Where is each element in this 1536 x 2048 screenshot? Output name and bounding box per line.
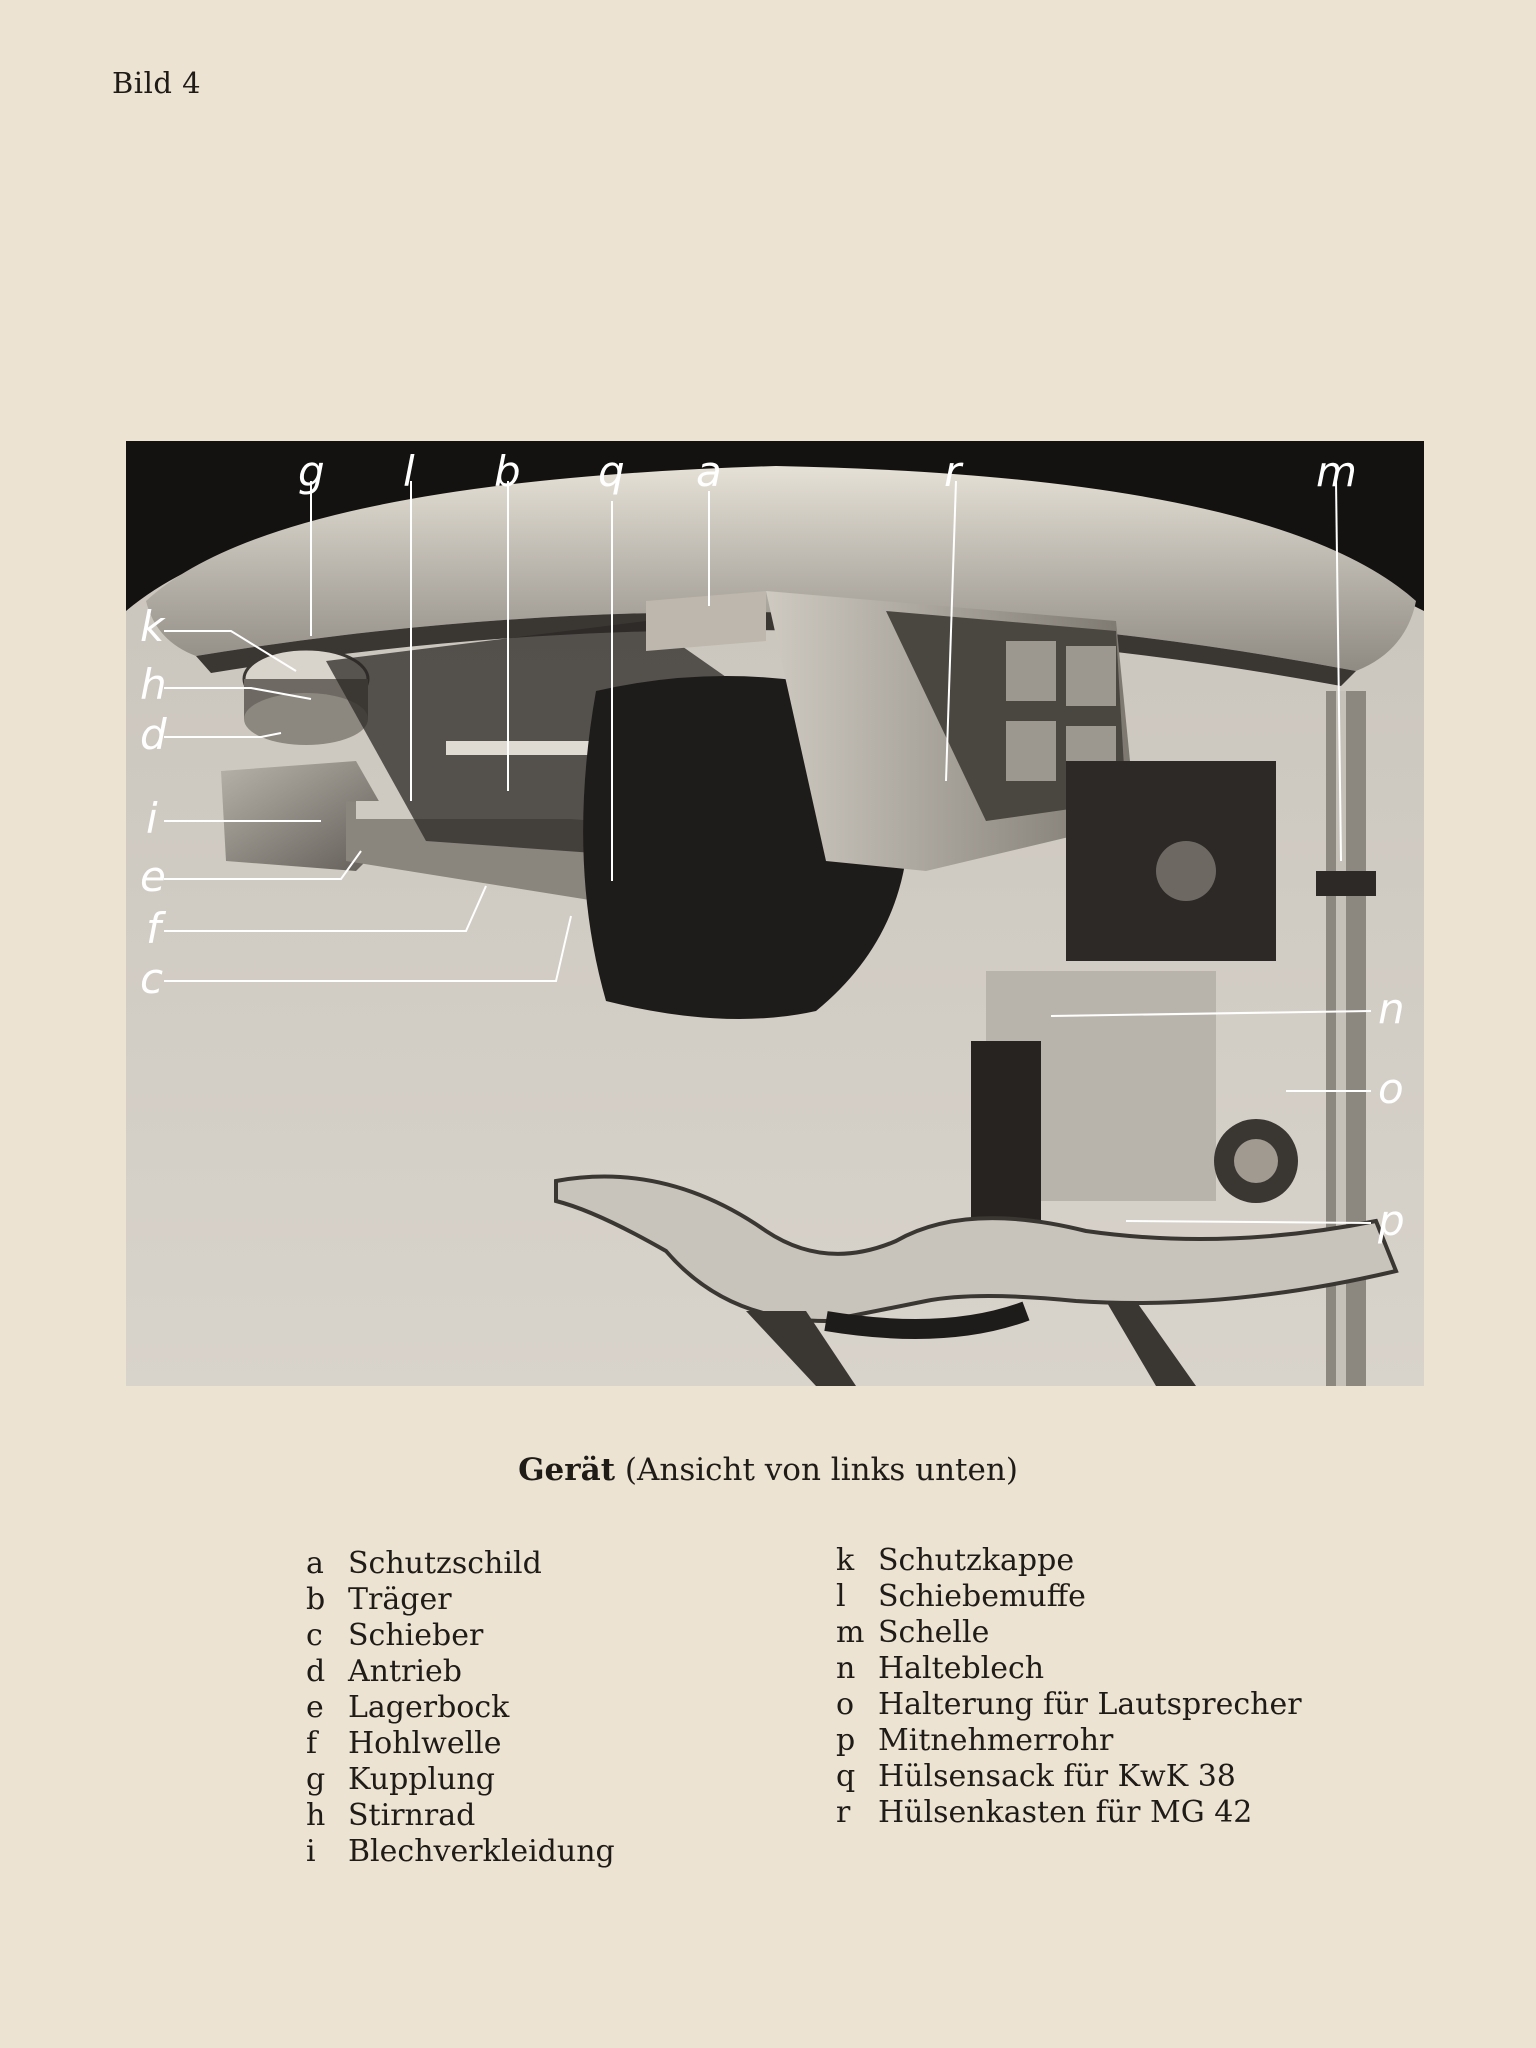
figure-caption [0, 1452, 1536, 1488]
legend-key: l [836, 1579, 846, 1614]
legend-item [306, 1654, 615, 1690]
callout-l: l [403, 447, 415, 496]
legend-key: c [306, 1618, 323, 1653]
legend-key: f [306, 1726, 318, 1761]
legend-key: h [306, 1798, 326, 1833]
legend-right-column [836, 1543, 1302, 1831]
legend-label: Blechverkleidung [348, 1834, 615, 1869]
legend-item [836, 1651, 1302, 1687]
legend-label: Hülsensack für KwK 38 [878, 1759, 1236, 1794]
legend-label: Kupplung [348, 1762, 495, 1797]
legend-key: b [306, 1582, 326, 1617]
callout-n: n [1378, 984, 1405, 1033]
caption-title: Gerät [518, 1452, 616, 1488]
legend-item [306, 1798, 615, 1834]
legend-key: a [306, 1546, 324, 1581]
legend-item [836, 1795, 1302, 1831]
legend-item [306, 1726, 615, 1762]
turret-mechanism-photo-icon [126, 441, 1424, 1386]
callout-a: a [696, 447, 722, 496]
legend-item [306, 1546, 615, 1582]
legend-label: Lagerbock [348, 1690, 510, 1725]
legend-item [836, 1723, 1302, 1759]
legend-key: e [306, 1690, 324, 1725]
legend-label: Stirnrad [348, 1798, 476, 1833]
legend-label: Schiebemuffe [878, 1579, 1086, 1614]
legend-label: Hohlwelle [348, 1726, 502, 1761]
legend-key: n [836, 1651, 856, 1686]
legend-item [836, 1543, 1302, 1579]
legend-label: Mitnehmerrohr [878, 1723, 1114, 1758]
callout-o: o [1378, 1064, 1404, 1113]
legend-item [306, 1762, 615, 1798]
legend-item [306, 1618, 615, 1654]
callout-i: i [146, 794, 158, 843]
legend-item [836, 1579, 1302, 1615]
legend-label: Schelle [878, 1615, 990, 1650]
callout-g: g [298, 447, 325, 496]
legend-key: d [306, 1654, 326, 1689]
legend-key: i [306, 1834, 316, 1869]
callout-d: d [140, 710, 167, 759]
legend-label: Träger [348, 1582, 452, 1617]
legend-item [306, 1834, 615, 1870]
legend-item [306, 1690, 615, 1726]
callout-r: r [944, 447, 962, 496]
legend-item [306, 1582, 615, 1618]
legend-item [836, 1687, 1302, 1723]
callout-c: c [140, 954, 164, 1003]
callout-m: m [1316, 447, 1357, 496]
legend-key: p [836, 1723, 856, 1758]
legend-label: Halterung für Lautsprecher [878, 1687, 1302, 1722]
callout-b: b [494, 447, 521, 496]
legend-key: k [836, 1543, 855, 1578]
legend-item [836, 1615, 1302, 1651]
legend-key: g [306, 1762, 326, 1797]
legend-key: q [836, 1759, 856, 1794]
legend-key: o [836, 1687, 855, 1722]
callout-q: q [598, 447, 625, 496]
legend-key: r [836, 1795, 851, 1830]
callout-k: k [140, 602, 165, 651]
legend-item [836, 1759, 1302, 1795]
legend-label: Halteblech [878, 1651, 1045, 1686]
legend-label: Schieber [348, 1618, 484, 1653]
figure-photo [126, 441, 1424, 1386]
callout-f: f [146, 904, 161, 953]
legend-key: m [836, 1615, 865, 1650]
caption-subtitle: (Ansicht von links unten) [624, 1452, 1018, 1488]
callout-e: e [140, 852, 166, 901]
callout-p: p [1378, 1196, 1405, 1245]
legend-label: Antrieb [348, 1654, 462, 1689]
legend-label: Schutzschild [348, 1546, 542, 1581]
legend-left-column [306, 1546, 615, 1870]
legend-label: Schutzkappe [878, 1543, 1075, 1578]
legend-label: Hülsenkasten für MG 42 [878, 1795, 1253, 1830]
callout-h: h [140, 660, 167, 709]
page-label: Bild 4 [112, 66, 202, 100]
